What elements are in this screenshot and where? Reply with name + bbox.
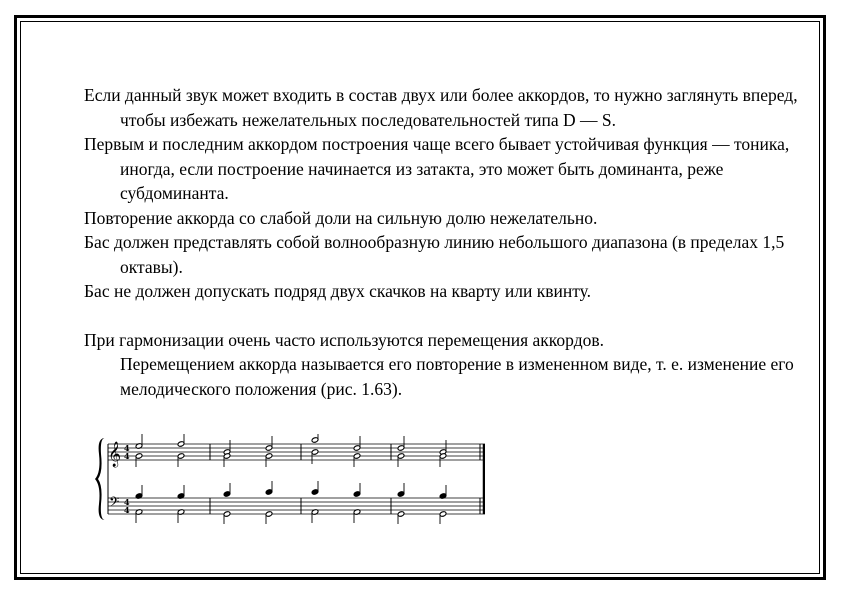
bass-staff [108,498,485,514]
paragraph-chord-repositioning-continuation: Перемещением аккорда называется его повторение в измененном виде, т. е. изменение его мелодического положения (рис. 1.63). [120,354,794,399]
paragraph-chord-lookahead: Если данный звук может входить в состав двух или более аккордов, то нужно заглянуть вперед, чтобы избежать нежелательных последовательностей типа D — S. [84,85,798,130]
barlines [108,444,480,514]
grand-staff-brace [95,438,105,520]
paragraph-chord-repositioning [84,328,804,402]
bass-time-signature-top: 4 [124,497,130,507]
paragraph-chord-repositioning-line1: При гармонизации очень часто используются перемещения аккордов. [84,329,604,350]
paragraph-bass-leaps: Бас не должен допускать подряд двух скачков на кварту или квинту. [84,281,591,301]
bass-clef-icon: 𝄢 [109,494,120,513]
bass-time-signature-bottom: 4 [124,505,130,515]
bass-stems [136,481,446,524]
paragraph-bass-wave-line: Бас должен представлять собой волнообразную линию небольшого диапазона (в пределах 1,5 октавы). [84,232,785,277]
document-body [84,83,804,401]
paragraph-weak-strong-beat: Повторение аккорда со слабой доли на сильную долю нежелательно. [84,207,598,228]
music-example-figure [95,434,485,524]
treble-time-signature-bottom: 4 [124,451,130,461]
treble-clef-icon: 𝄞 [108,442,122,467]
paragraph-first-last-chord: Первым и последним аккордом построения чаще всего бывает устойчивая функция — тоника, иногда, если построение начинается из затакта, это может быть доминанта, реже субдоминанта. [84,134,790,203]
treble-time-signature-top: 4 [124,443,130,453]
treble-staff [108,444,485,460]
